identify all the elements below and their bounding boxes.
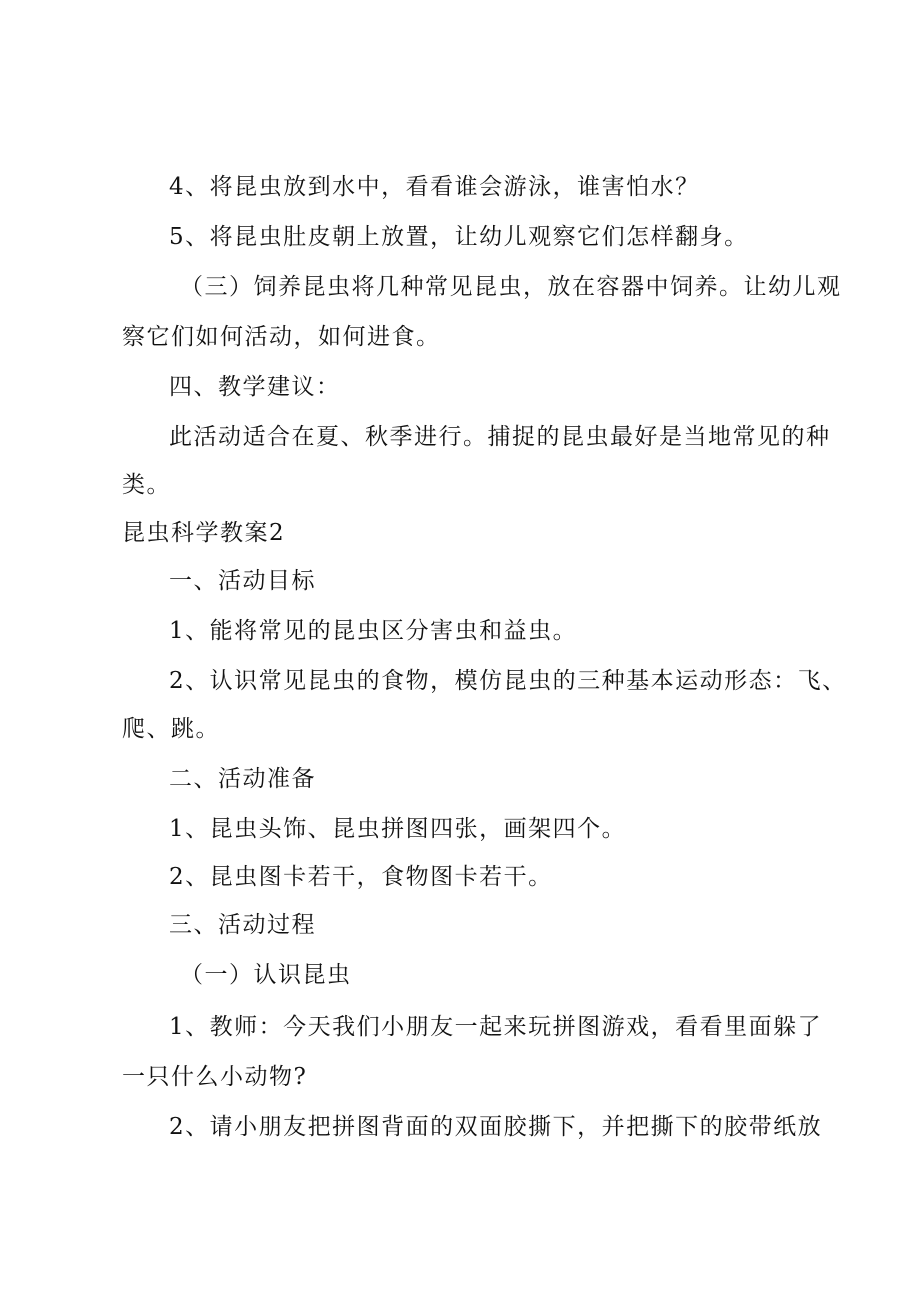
text-line: 1、教师：今天我们小朋友一起来玩拼图游戏，看看里面躲了 (169, 1014, 823, 1040)
document-title: 昆虫科学教案2 (122, 520, 286, 546)
text-line: （三）饲养昆虫将几种常见昆虫，放在容器中饲养。让幼儿观 (180, 274, 842, 300)
section-heading: 二、活动准备 (169, 766, 316, 792)
section-heading: 一、活动目标 (169, 568, 316, 594)
subsection-heading: （一）认识昆虫 (180, 962, 352, 988)
text-line: 2、请小朋友把拼图背面的双面胶撕下，并把撕下的胶带纸放 (169, 1114, 823, 1140)
text-line: 1、能将常见的昆虫区分害虫和益虫。 (169, 618, 578, 644)
text-line: 察它们如何活动，如何进食。 (122, 324, 441, 350)
text-line: 4、将昆虫放到水中，看看谁会游泳，谁害怕水？ (169, 174, 700, 200)
text-line: 5、将昆虫肚皮朝上放置，让幼儿观察它们怎样翻身。 (169, 224, 749, 250)
text-line: 1、昆虫头饰、昆虫拼图四张，画架四个。 (169, 816, 627, 842)
text-line: 一只什么小动物? (122, 1064, 308, 1090)
text-line: 类。 (122, 472, 171, 498)
section-heading: 四、教学建议： (169, 374, 341, 400)
text-line: 2、认识常见昆虫的食物，模仿昆虫的三种基本运动形态：飞、 (169, 668, 847, 694)
section-heading: 三、活动过程 (169, 912, 316, 938)
text-line: 此活动适合在夏、秋季进行。捕捉的昆虫最好是当地常见的种 (169, 424, 831, 450)
text-line: 爬、跳。 (122, 716, 220, 742)
text-line: 2、昆虫图卡若干，食物图卡若干。 (169, 864, 553, 890)
